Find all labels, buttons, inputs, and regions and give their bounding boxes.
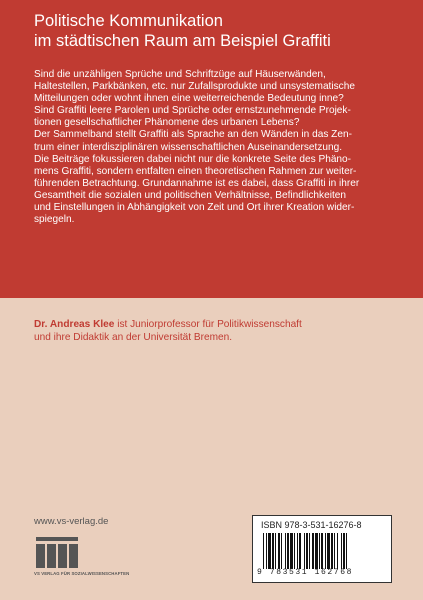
publisher-logo [34, 535, 144, 575]
barcode-bar [346, 533, 347, 569]
blurb-line: tionen gesellschaftlicher Phänomene des urbanen Lebens? [34, 117, 300, 129]
title-line: im städtischen Raum am Beispiel Graffiti [34, 32, 331, 50]
barcode-bar [306, 533, 308, 569]
blurb-line: spiegeln. [34, 214, 75, 226]
blurb-line: Der Sammelband stellt Graffiti als Sprache an den Wänden in das Zen- [34, 129, 352, 141]
book-title [34, 11, 404, 51]
barcode-bar [334, 533, 335, 569]
barcode-bar [304, 533, 305, 569]
blurb-line: Haltestellen, Parkbänken, etc. nur Zufallsprodukte und unsystematische [34, 81, 355, 93]
barcode-bar [272, 533, 274, 569]
barcode-bar [290, 533, 293, 569]
isbn-barcode-box [252, 515, 392, 583]
blurb-line: mens Graffiti, sondern entfalten einen theoretischen Rahmen zur weiter- [34, 165, 357, 177]
barcode-bar [343, 533, 345, 569]
author-bio [34, 319, 404, 344]
blurb-line: Sind Graffiti leere Parolen und Sprüche oder ernstzunehmende Projek- [34, 105, 351, 117]
blurb-line: trum einer interdisziplinären wissenschaftlichen Auseinandersetzung. [34, 141, 343, 153]
blurb-line: Sind die unzähligen Sprüche und Schriftzüge auf Häuserwänden, [34, 69, 326, 80]
barcode-bar [268, 533, 271, 569]
barcode-bar [263, 533, 264, 569]
publisher-url: www.vs-verlag.de [34, 516, 109, 527]
isbn-label: ISBN 978-3-531-16276-8 [261, 520, 362, 530]
barcode-bar [287, 533, 289, 569]
author-name: Dr. Andreas Klee [34, 319, 115, 330]
barcode-bar [266, 533, 267, 569]
barcode-bar [309, 533, 310, 569]
barcode-bar [299, 533, 301, 569]
blurb-line: und Einstellungen in Abhängigkeit von Zeit und Ort ihrer Kreation wider- [34, 202, 355, 214]
author-bio-line: und ihre Didaktik an der Universität Bremen. [34, 331, 233, 343]
barcode-bar [331, 533, 333, 569]
author-bio-line [34, 319, 404, 332]
barcode-bar [337, 533, 338, 569]
blurb-line: Gesamtheit die sozialen und politischen Verhältnisse, Befindlichkeiten [34, 189, 346, 201]
barcode-bar [275, 533, 276, 569]
barcode-bar [285, 533, 286, 569]
book-blurb [34, 69, 406, 226]
author-bio-text: ist Juniorprofessor für Politikwissenschaft [114, 319, 302, 330]
barcode-bar [325, 533, 326, 569]
blurb-line: Mitteilungen oder wohnt ihnen eine weiterreichende Bedeutung inne? [34, 93, 344, 105]
barcode-bar [319, 533, 320, 569]
barcode-bar [312, 533, 314, 569]
barcode-bar [278, 533, 280, 569]
barcode-bar [294, 533, 295, 569]
isbn-digits: 9 783531 162768 [257, 568, 354, 577]
barcode-bar [315, 533, 318, 569]
barcode-bar [321, 533, 323, 569]
blurb-line: führenden Betrachtung. Grundannahme ist es dabei, dass Graffiti in ihrer [34, 177, 360, 189]
barcode-bar [297, 533, 298, 569]
title-line: Politische Kommunikation [34, 12, 223, 30]
barcode-bar [341, 533, 342, 569]
barcode-bar [327, 533, 330, 569]
barcode-bar [281, 533, 282, 569]
publisher-logo-text: VS VERLAG FÜR SOZIALWISSENSCHAFTEN [34, 571, 130, 576]
barcode [263, 533, 381, 569]
blurb-line: Die Beiträge fokussieren dabei nicht nur die konkrete Seite des Phäno- [34, 153, 352, 165]
